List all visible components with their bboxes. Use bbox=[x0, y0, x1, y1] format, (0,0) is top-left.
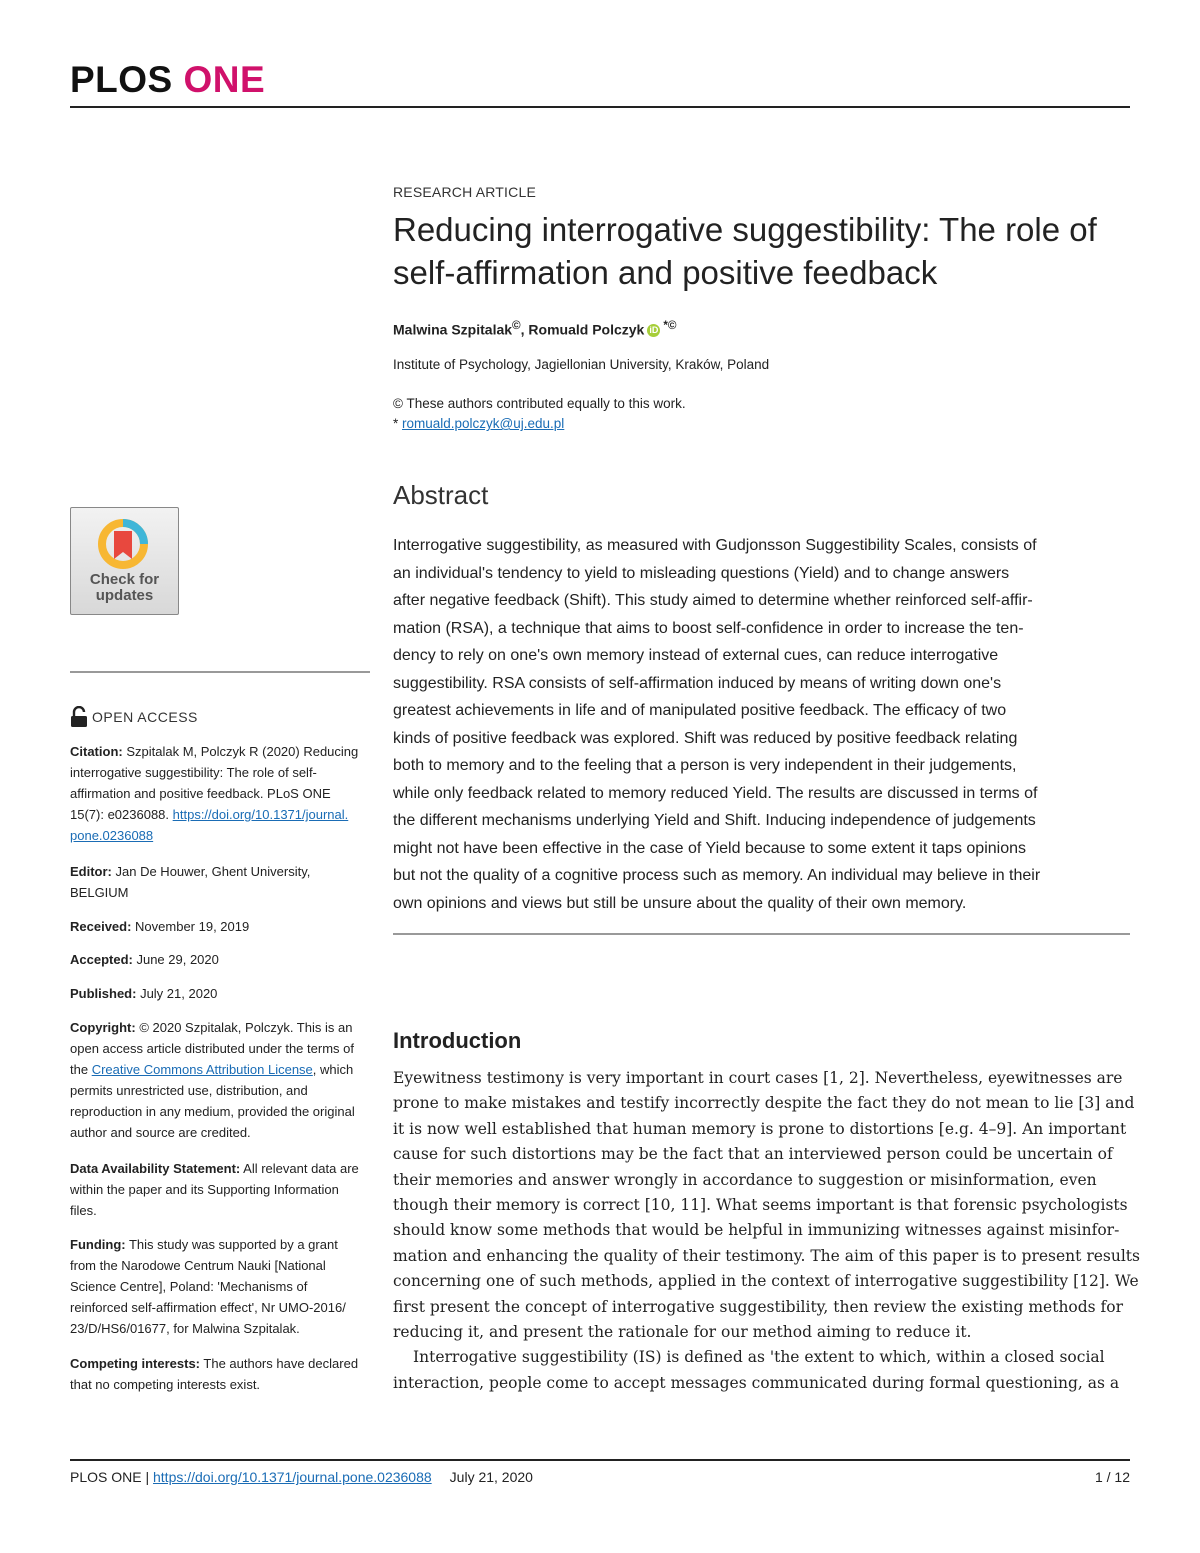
abstract-line: kinds of positive feedback was explored. Shift was reduced by positive feedback relating bbox=[393, 729, 1018, 747]
copyright-label: Copyright: bbox=[70, 1020, 136, 1035]
journal-logo[interactable] bbox=[70, 58, 265, 102]
author-list bbox=[393, 319, 676, 338]
email-link[interactable]: romuald.polczyk@uj.edu.pl bbox=[402, 416, 565, 431]
article-type: RESEARCH ARTICLE bbox=[393, 184, 536, 200]
intro-line: interaction, people come to accept messages communicated during formal questioning, as a bbox=[393, 1373, 1120, 1392]
data-availability-text: files. bbox=[70, 1203, 97, 1218]
intro-line: their memories and answer wrongly in accordance to suggestion or misinformation, even bbox=[393, 1170, 1097, 1189]
citation-text: interrogative suggestibility: The role of self- bbox=[70, 765, 317, 780]
abstract-body bbox=[393, 532, 1133, 917]
funding-text: reinforced self-affirmation effect', Nr UMO-2016/ bbox=[70, 1300, 346, 1315]
intro-line: should know some methods that would be helpful in immunizing witnesses against misinfor- bbox=[393, 1221, 1120, 1240]
competing-interests-block bbox=[70, 1353, 370, 1395]
intro-line: prone to make mistakes and testify incorrectly despite the fact they do not mean to lie [3] and bbox=[393, 1094, 1135, 1113]
abstract-line: mation (RSA), a technique that aims to boost self-confidence in order to increase the ten- bbox=[393, 619, 1024, 637]
competing-text: The authors have declared bbox=[200, 1356, 359, 1371]
copyright-block bbox=[70, 1017, 370, 1143]
received-date bbox=[70, 916, 370, 937]
footer-divider bbox=[70, 1459, 1130, 1461]
header-divider bbox=[70, 106, 1130, 108]
equal-contribution-note: © These authors contributed equally to this work. bbox=[393, 396, 686, 411]
abstract-line: but not the quality of a cognitive process such as memory. An individual may believe in their bbox=[393, 867, 1041, 884]
affiliation: Institute of Psychology, Jagiellonian University, Kraków, Poland bbox=[393, 357, 770, 372]
competing-text: that no competing interests exist. bbox=[70, 1377, 261, 1392]
copyright-text: © 2020 Szpitalak, Polczyk. This is an bbox=[135, 1020, 353, 1035]
crossmark-label bbox=[71, 572, 178, 604]
crossmark-icon bbox=[96, 517, 150, 571]
published-value: July 21, 2020 bbox=[136, 986, 218, 1001]
intro-line: first present the concept of interrogative suggestibility, then review the existing methods for bbox=[393, 1297, 1124, 1316]
footer-journal: PLOS ONE | bbox=[70, 1469, 153, 1485]
license-link[interactable]: Creative Commons Attribution License bbox=[91, 1062, 313, 1077]
intro-line: reducing it, and present the rationale for our method aiming to reduce it. bbox=[393, 1322, 972, 1341]
abstract-line: dency to rely on one's own memory instead of external cues, can reduce interrogative bbox=[393, 647, 999, 664]
author-name[interactable]: Malwina Szpitalak bbox=[393, 321, 513, 338]
corresponding-mark: *© bbox=[663, 319, 677, 332]
page-number: 1 / 12 bbox=[1094, 1469, 1130, 1485]
abstract-line: the different mechanisms underlying Yield and Shift. Inducing independence of judgements bbox=[393, 812, 1036, 829]
abstract-divider bbox=[393, 933, 1130, 935]
abstract-line: both to memory and to the feeling that a person is very independent in their judgements, bbox=[393, 757, 1017, 774]
intro-line: concerning one of such methods, applied in the context of interrogative suggestibility [12]. We bbox=[393, 1272, 1139, 1291]
abstract-line: while only feedback related to memory reduced Yield. The results are discussed in terms of bbox=[393, 784, 1038, 802]
abstract-line: greatest achievements in life and of manipulated positive feedback. The efficacy of two bbox=[393, 702, 1007, 719]
editor-label: Editor: bbox=[70, 864, 112, 879]
data-availability-text: All relevant data are bbox=[240, 1161, 359, 1176]
funding-text: Science Centre], Poland: 'Mechanisms of bbox=[70, 1279, 308, 1294]
data-availability-text: within the paper and its Supporting Information bbox=[70, 1182, 339, 1197]
intro-line: though their memory is correct [10, 11]. What seems important is that forensic psychologists bbox=[393, 1195, 1128, 1214]
citation-label: Citation: bbox=[70, 744, 123, 759]
logo-one: ONE bbox=[172, 59, 266, 100]
footer-citation bbox=[70, 1469, 533, 1485]
funding-block bbox=[70, 1234, 370, 1339]
abstract-line: an individual's tendency to yield to misleading questions (Yield) and to change answers bbox=[393, 564, 1010, 582]
intro-line: Interrogative suggestibility (IS) is defined as 'the extent to which, within a closed social bbox=[413, 1348, 1105, 1367]
open-access-label bbox=[70, 706, 198, 728]
copyright-text: , which bbox=[312, 1062, 354, 1077]
equal-contribution-mark: © bbox=[512, 319, 521, 332]
crossmark-line: Check for bbox=[89, 571, 160, 588]
citation-text: 15(7): e0236088. bbox=[70, 807, 173, 822]
accepted-label: Accepted: bbox=[70, 952, 133, 967]
intro-line: cause for such distortions may be the fact that an interviewed person could be uncertain of bbox=[393, 1145, 1113, 1164]
copyright-text: reproduction in any medium, provided the original bbox=[70, 1104, 355, 1119]
email-asterisk: * bbox=[393, 416, 403, 431]
received-label: Received: bbox=[70, 919, 132, 934]
funding-label: Funding: bbox=[70, 1237, 126, 1252]
intro-line: Eyewitness testimony is very important in court cases [1, 2]. Nevertheless, eyewitnesses are bbox=[393, 1069, 1123, 1087]
orcid-icon[interactable]: iD bbox=[649, 325, 659, 336]
footer-date: July 21, 2020 bbox=[449, 1469, 533, 1485]
citation-text: affirmation and positive feedback. PLoS ONE bbox=[70, 786, 331, 801]
published-label: Published: bbox=[70, 986, 137, 1001]
funding-text: from the Narodowe Centrum Nauki [National bbox=[70, 1258, 326, 1273]
copyright-text: the bbox=[70, 1062, 92, 1077]
copyright-text: open access article distributed under the terms of bbox=[70, 1041, 354, 1056]
author-name[interactable]: Romuald Polczyk bbox=[528, 321, 645, 338]
citation-doi-link[interactable]: https://doi.org/10.1371/journal. bbox=[172, 807, 349, 822]
abstract-line: Interrogative suggestibility, as measured with Gudjonsson Suggestibility Scales, consists of bbox=[393, 537, 1037, 554]
article-title: Reducing interrogative suggestibility: The role of self-affirmation and positive feedback bbox=[393, 211, 1097, 291]
editor-text: BELGIUM bbox=[70, 885, 129, 900]
data-availability-label: Data Availability Statement: bbox=[70, 1161, 241, 1176]
logo-plos: PLOS bbox=[70, 59, 173, 100]
intro-line: mation and enhancing the quality of their testimony. The aim of this paper is to present results bbox=[393, 1246, 1140, 1265]
abstract-line: own opinions and views but still be unsure about the quality of their own memory. bbox=[393, 894, 967, 912]
data-availability-block bbox=[70, 1158, 370, 1221]
copyright-text: permits unrestricted use, distribution, and bbox=[70, 1083, 308, 1098]
published-date bbox=[70, 983, 370, 1004]
competing-label: Competing interests: bbox=[70, 1356, 201, 1371]
accepted-date bbox=[70, 949, 370, 970]
editor-block bbox=[70, 861, 370, 903]
citation-doi-link[interactable]: pone.0236088 bbox=[70, 828, 154, 843]
citation-text: Szpitalak M, Polczyk R (2020) Reducing bbox=[122, 744, 359, 759]
copyright-text: author and source are credited. bbox=[70, 1125, 251, 1140]
open-lock-icon bbox=[70, 706, 88, 728]
intro-line: it is now well established that human memory is prone to distortions [e.g. 4–9]. An important bbox=[393, 1119, 1127, 1138]
editor-text: Jan De Houwer, Ghent University, bbox=[111, 864, 311, 879]
footer-doi-link[interactable]: https://doi.org/10.1371/journal.pone.0236088 bbox=[153, 1469, 432, 1485]
crossmark-line: updates bbox=[95, 587, 154, 604]
citation-block bbox=[70, 741, 370, 846]
received-value: November 19, 2019 bbox=[131, 919, 250, 934]
accepted-value: June 29, 2020 bbox=[132, 952, 219, 967]
corresponding-email bbox=[393, 416, 564, 431]
check-for-updates-badge[interactable] bbox=[70, 507, 179, 615]
author-separator: , bbox=[520, 321, 529, 338]
funding-text: This study was supported by a grant bbox=[125, 1237, 338, 1252]
funding-text: 23/D/HS6/01677, for Malwina Szpitalak. bbox=[70, 1321, 300, 1336]
abstract-line: suggestibility. RSA consists of self-affirmation induced by means of writing down one's bbox=[393, 674, 1002, 692]
introduction-body bbox=[393, 1066, 1140, 1396]
introduction-heading: Introduction bbox=[393, 1028, 522, 1053]
abstract-line: might not have been effective in the case of Yield because to some extent it taps opinions bbox=[393, 839, 1026, 857]
open-access-text: OPEN ACCESS bbox=[92, 709, 198, 725]
sidebar-divider bbox=[70, 671, 370, 673]
abstract-line: after negative feedback (Shift). This study aimed to determine whether reinforced self-affir- bbox=[393, 592, 1033, 609]
abstract-heading: Abstract bbox=[393, 480, 489, 510]
